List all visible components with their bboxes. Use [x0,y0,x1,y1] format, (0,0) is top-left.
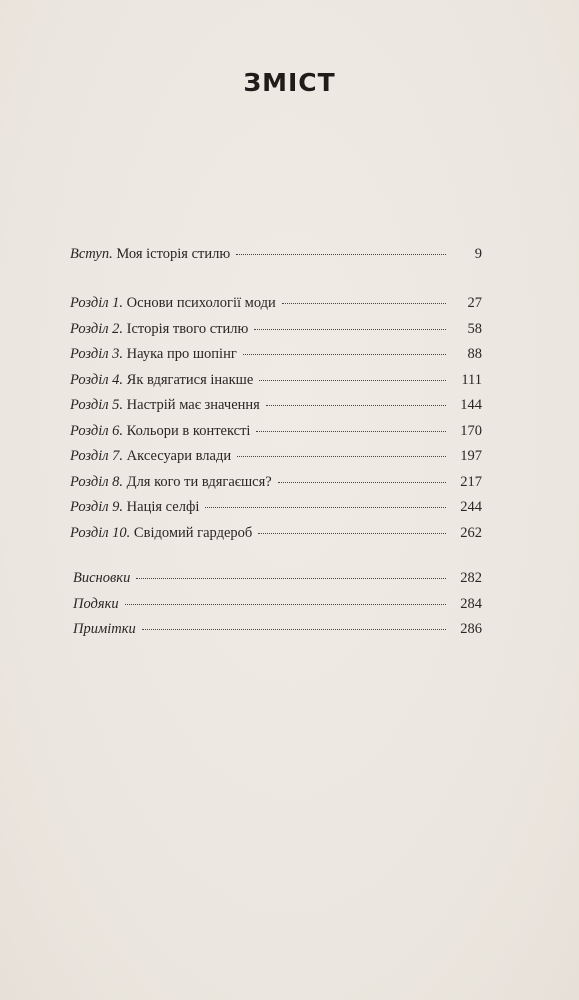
dot-leader [256,431,446,432]
dot-leader [254,329,446,330]
toc-entry-chapter-3 [70,346,482,372]
toc-entry-label: Розділ 7. [70,448,124,464]
toc-entry-chapter-7 [70,448,482,474]
toc-entry-page: 58 [467,320,482,337]
dot-leader [243,354,446,355]
toc-entry-chapter-10 [70,525,482,551]
toc-entry-chapter-1 [70,295,482,321]
toc-entry-title: Моя історія стилю [116,246,231,262]
toc-entry-title: Настрій має значення [126,397,260,413]
toc-entry-chapter-2 [70,321,482,347]
dot-leader [125,604,446,605]
toc-entry-chapter-6 [70,423,482,449]
toc-entry-page: 144 [460,397,482,413]
toc-entry-label: Розділ 6. [70,422,124,439]
toc-entry-label: Розділ 5. [70,397,124,413]
toc-entry-title: Як вдягатися інакше [126,371,254,388]
dot-leader [282,303,446,304]
toc-entry-label: Розділ 1. [70,295,124,311]
toc-entry-label: Розділ 9. [70,499,124,515]
dot-leader [136,578,446,579]
dot-leader [205,507,446,508]
toc-entry-page: 27 [467,295,482,311]
toc-entry-page: 197 [460,448,482,464]
dot-leader [236,254,446,255]
toc-entry-page: 111 [461,371,482,388]
toc-entry-intro [70,246,482,272]
toc-back-matter [70,570,482,647]
toc-entry-label: Розділ 10. [70,524,131,541]
toc-entry-page: 282 [460,570,482,586]
toc-entry-label: Розділ 2. [70,320,124,337]
toc-intro [70,246,482,272]
toc-entry-acknowledgements [70,596,482,622]
toc-entry-chapter-4 [70,372,482,398]
toc-entry-label: Розділ 3. [70,346,124,362]
toc-entry-title: Аксесуари влади [126,448,232,464]
toc-entry-chapter-9 [70,499,482,525]
dot-leader [258,533,446,534]
toc-entry-label: Подяки [73,595,119,612]
toc-entry-title: Основи психології моди [126,295,276,311]
dot-leader [237,456,446,457]
toc-entry-label: Висновки [73,570,131,586]
toc-entry-page: 170 [460,422,482,439]
toc-entry-label: Вступ. [70,246,113,262]
dot-leader [142,629,446,630]
toc-entry-label: Розділ 8. [70,473,124,490]
toc-chapters [70,295,482,550]
toc-entry-title: Нація селфі [126,499,200,515]
toc-entry-page: 9 [474,246,482,262]
toc-entry-page: 217 [460,473,482,490]
page-title: ЗМІСТ [243,68,336,97]
toc-entry-label: Розділ 4. [70,371,124,388]
toc-entry-page: 244 [460,499,482,515]
toc-entry-page: 88 [467,346,482,362]
toc-entry-title: Свідомий гардероб [133,524,253,541]
toc-entry-chapter-8 [70,474,482,500]
toc-entry-page: 262 [460,524,482,541]
toc-entry-label: Примітки [73,621,136,637]
toc-entry-title: Для кого ти вдягаєшся? [126,473,272,490]
dot-leader [259,380,446,381]
toc-entry-conclusions [70,570,482,596]
dot-leader [278,482,446,483]
toc-entry-notes [70,621,482,647]
toc-entry-page: 284 [460,595,482,612]
dot-leader [266,405,446,406]
toc-entry-title: Наука про шопінг [126,346,237,362]
toc-entry-chapter-5 [70,397,482,423]
toc-entry-page: 286 [460,621,482,637]
toc-entry-title: Кольори в контексті [126,422,251,439]
toc-entry-title: Історія твого стилю [126,320,249,337]
